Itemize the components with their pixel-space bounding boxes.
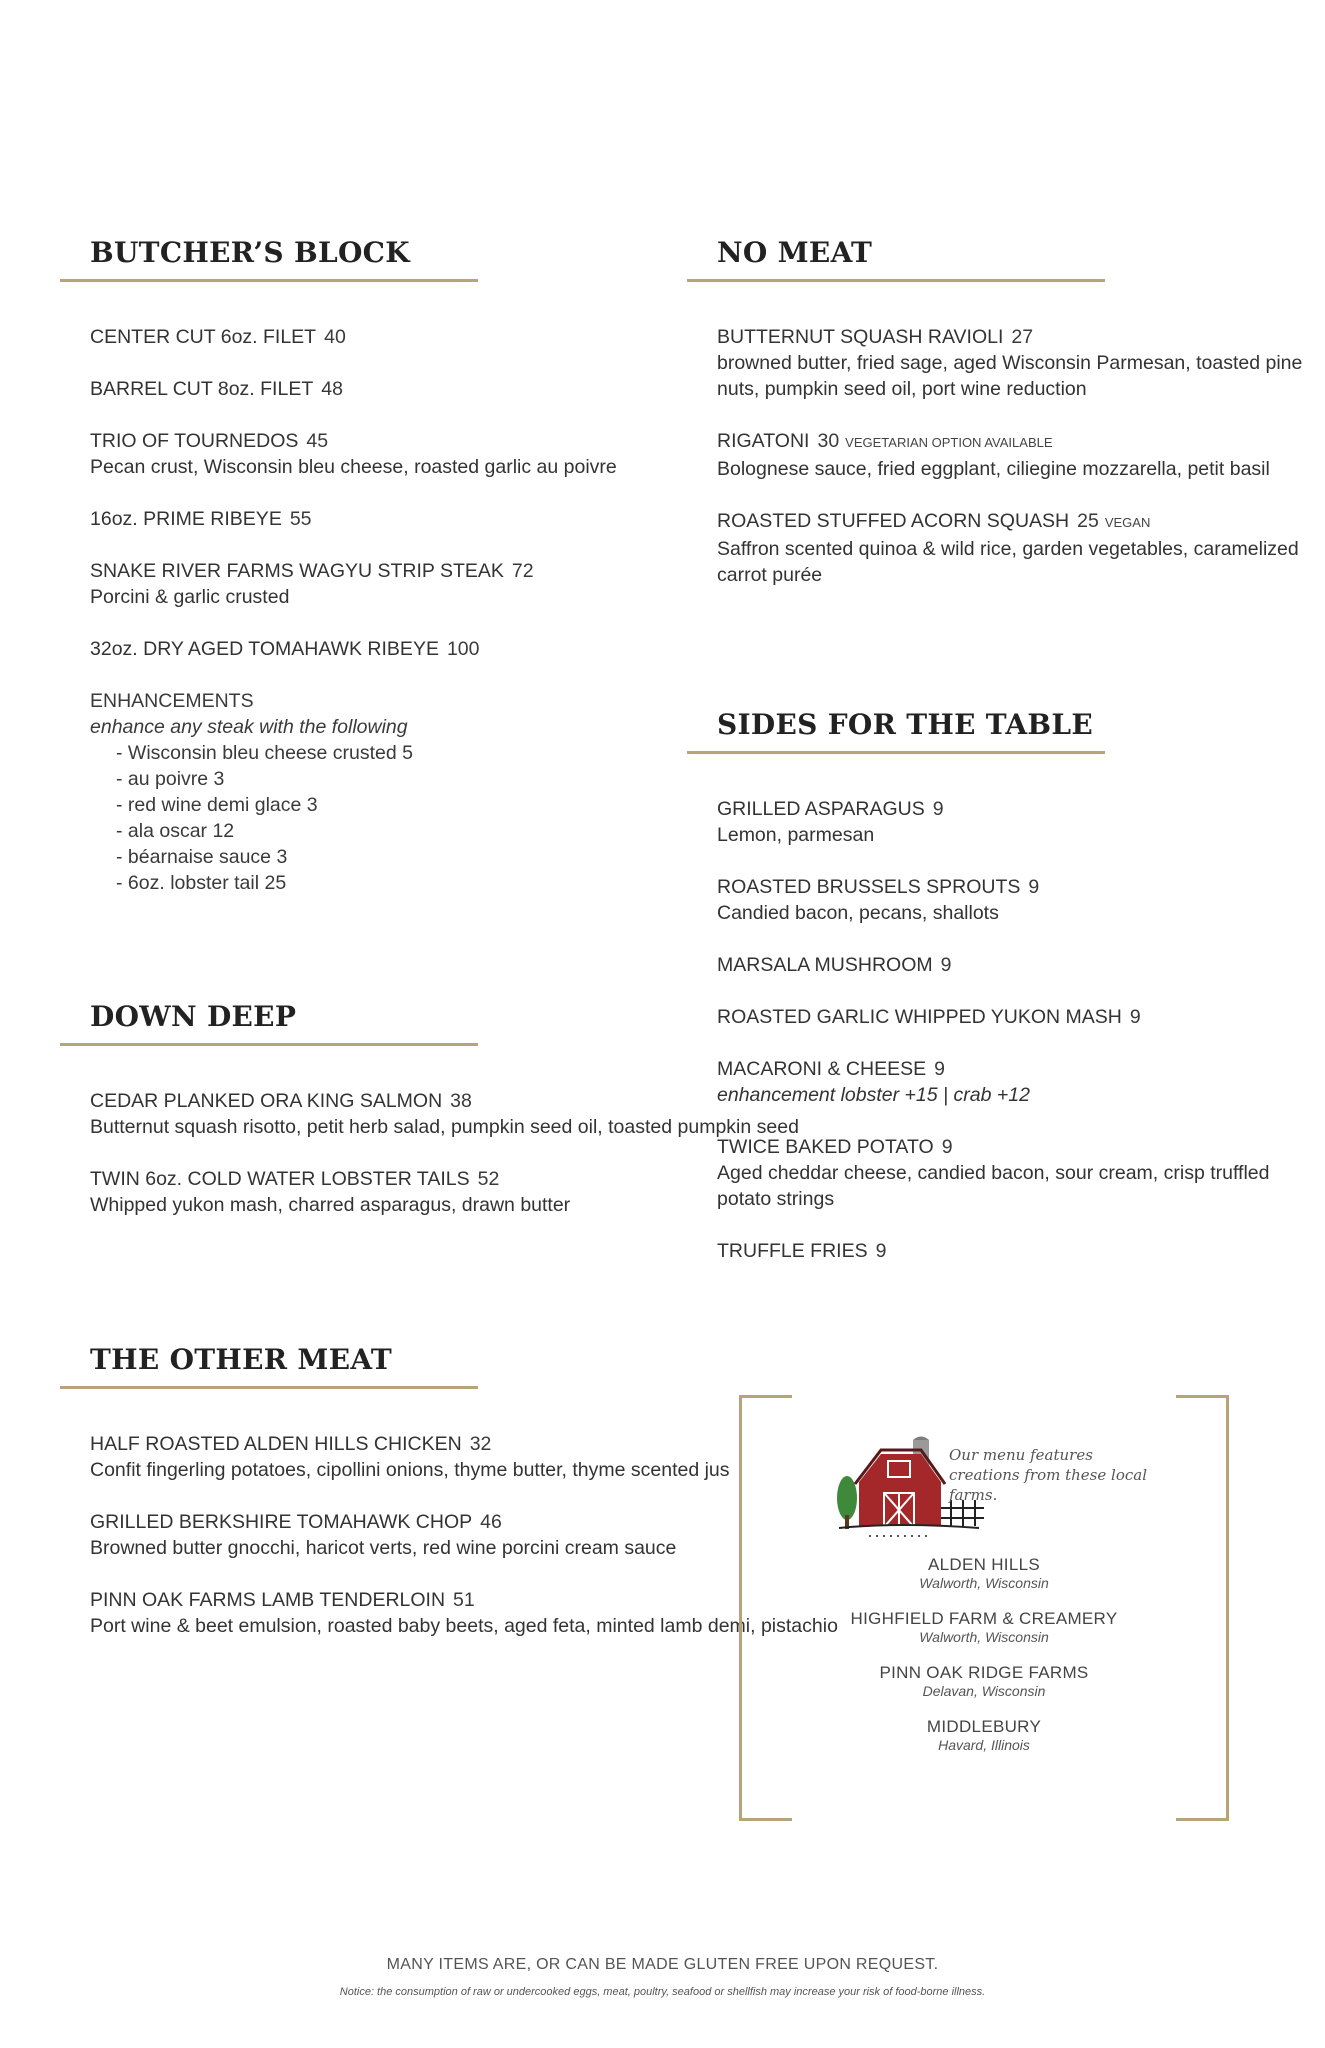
menu-item-name: GRILLED BERKSHIRE TOMAHAWK CHOP [90,1511,473,1533]
other-meat-section [60,1343,838,1665]
menu-item-line [717,508,1325,536]
menu-item-description: Whipped yukon mash, charred asparagus, drawn butter [90,1194,571,1216]
menu-item-description: Port wine & beet emulsion, roasted baby beets, aged feta, minted lamb demi, pistachio [90,1615,838,1637]
menu-item-line [90,558,617,584]
enhancements [60,688,617,896]
farm-list [739,1555,1229,1771]
menu-item [717,1004,1325,1030]
menu-item-line [90,376,617,402]
menu-item-line [717,324,1325,350]
menu-item-price: 48 [321,378,343,400]
menu-item-name: 16oz. PRIME RIBEYE [90,508,282,530]
menu-item-price: 72 [511,560,534,582]
menu-item [90,324,617,350]
menu-item-line [717,1238,1325,1264]
section-title: THE OTHER MEAT [90,1343,392,1376]
enhancement-item: - ala oscar 12 [116,818,617,844]
farm-entry [739,1555,1229,1591]
no-meat-section [687,236,1325,614]
menu-items [60,324,617,662]
enhancements-title: ENHANCEMENTS [90,690,254,712]
menu-item-price: 30 [817,430,840,452]
menu-item-name: BUTTERNUT SQUASH RAVIOLI [717,326,1004,348]
menu-items [60,1431,838,1639]
menu-item-description: Pecan crust, Wisconsin bleu cheese, roasted garlic au poivre [90,456,617,478]
menu-item-line [90,636,617,662]
farm-location: Walworth, Wisconsin [919,1575,1049,1591]
menu-item [717,874,1325,926]
menu-item [90,1587,838,1639]
menu-item-name: MACARONI & CHEESE [717,1058,927,1080]
enhancement-item: - Wisconsin bleu cheese crusted 5 [116,740,617,766]
section-divider [687,279,1105,282]
menu-item-price: 38 [450,1090,472,1112]
farm-name: PINN OAK RIDGE FARMS [879,1663,1089,1682]
menu-item-line [717,952,1325,978]
menu-item [90,1431,838,1483]
menu-item-name: TWICE BAKED POTATO [717,1136,934,1158]
enhancement-item: - red wine demi glace 3 [116,792,617,818]
menu-item [717,428,1325,482]
butchers-block-section [60,236,617,896]
menu-items [687,324,1325,588]
menu-item-name: TRUFFLE FRIES [717,1240,868,1262]
farm-name: HIGHFIELD FARM & CREAMERY [850,1609,1118,1628]
menu-item-name: HALF ROASTED ALDEN HILLS CHICKEN [90,1433,462,1455]
section-divider [60,279,478,282]
menu-item-line [717,428,1325,456]
enhancement-item: - au poivre 3 [116,766,617,792]
menu-item-name: SNAKE RIVER FARMS WAGYU STRIP STEAK [90,560,504,582]
menu-item [90,376,617,402]
farm-location: Walworth, Wisconsin [919,1629,1049,1645]
menu-item-price: 45 [306,430,329,452]
section-divider [687,751,1105,754]
menu-item-description: Candied bacon, pecans, shallots [717,902,999,924]
farm-location: Delavan, Wisconsin [922,1683,1046,1699]
menu-item-price: 9 [940,954,952,976]
menu-item-price: 25 [1077,510,1099,532]
menu-item-tag: VEGAN [1104,515,1151,530]
sides-section [687,708,1325,1290]
menu-item-line [717,796,1325,822]
enhancements-subtitle: enhance any steak with the following [90,716,408,738]
menu-item-description: Confit fingerling potatoes, cipollini onions, thyme butter, thyme scented jus [90,1459,730,1481]
menu-item-line [90,506,617,532]
menu-item [717,508,1325,588]
menu-items [687,796,1325,1264]
menu-item-price: 52 [477,1168,500,1190]
menu-item-description: browned butter, fried sage, aged Wisconsin Parmesan, toasted pine nuts, pumpkin seed oil, port wine reduction [717,352,1303,400]
menu-item-name: ROASTED GARLIC WHIPPED YUKON MASH [717,1006,1122,1028]
menu-item-price: 55 [289,508,312,530]
menu-item-price: 27 [1011,326,1034,348]
gluten-free-note: MANY ITEMS ARE, OR CAN BE MADE GLUTEN FREE UPON REQUEST. [386,1956,939,1973]
menu-item-name: BARREL CUT 8oz. FILET [90,378,314,400]
menu-item [90,428,617,480]
farm-entry [739,1717,1229,1753]
farm-name: ALDEN HILLS [928,1555,1040,1574]
farm-entry [739,1663,1229,1699]
menu-item [90,636,617,662]
food-safety-notice: Notice: the consumption of raw or undercooked eggs, meat, poultry, seafood or shellfish may increase your risk of food-borne illness. [339,1986,986,1998]
menu-item-name: TRIO OF TOURNEDOS [90,430,299,452]
section-title: NO MEAT [717,236,873,269]
menu-item [717,324,1325,402]
menu-item-line [90,1431,838,1457]
menu-item-description: Butternut squash risotto, petit herb salad, pumpkin seed oil, toasted pumpkin seed [90,1116,799,1138]
menu-item-description: Porcini & garlic crusted [90,586,290,608]
menu-item [717,1134,1325,1212]
menu-item-name: GRILLED ASPARAGUS [717,798,925,820]
menu-item-price: 51 [453,1589,475,1611]
menu-item-line [717,1134,1325,1160]
menu-item-name: CEDAR PLANKED ORA KING SALMON [90,1090,443,1112]
menu-item-line [90,428,617,454]
menu-item-description: Aged cheddar cheese, candied bacon, sour cream, crisp truffled potato strings [717,1162,1270,1210]
menu-item-price: 100 [446,638,480,660]
menu-item [717,1238,1325,1264]
section-divider [60,1386,478,1389]
menu-item-name: MARSALA MUSHROOM [717,954,933,976]
menu-item-description: Lemon, parmesan [717,824,875,846]
menu-item [717,952,1325,978]
menu-item-description: Browned butter gnocchi, haricot verts, red wine porcini cream sauce [90,1537,677,1559]
menu-item-name: TWIN 6oz. COLD WATER LOBSTER TAILS [90,1168,470,1190]
menu-item [90,558,617,610]
menu-item-description: Bolognese sauce, fried eggplant, ciliegine mozzarella, petit basil [717,458,1270,480]
section-divider [60,1043,478,1046]
menu-item-price: 46 [480,1511,502,1533]
menu-item-line [717,1004,1325,1030]
menu-item [90,1509,838,1561]
farm-location: Havard, Illinois [938,1737,1030,1753]
enhancement-item: - 6oz. lobster tail 25 [116,870,617,896]
menu-item-line [717,1056,1325,1082]
farm-name: MIDDLEBURY [926,1717,1042,1736]
menu-item-tag: VEGETARIAN OPTION AVAILABLE [845,435,1053,450]
menu-item-name: CENTER CUT 6oz. FILET [90,326,317,348]
menu-item-line [90,324,617,350]
local-farms-box [739,1395,1229,1815]
menu-item [90,506,617,532]
menu-item-price: 9 [932,798,944,820]
menu-item-description: Saffron scented quinoa & wild rice, garden vegetables, caramelized carrot purée [717,538,1299,586]
menu-item-name: ROASTED BRUSSELS SPROUTS [717,876,1021,898]
menu-item [717,1056,1325,1108]
farms-intro: Our menu features creations from these local farms. [949,1446,1147,1504]
enhancement-item: - béarnaise sauce 3 [116,844,617,870]
menu-item-price: 9 [1028,876,1040,898]
menu-item-line [717,874,1325,900]
menu-item [717,796,1325,848]
menu-item-price: 9 [941,1136,953,1158]
menu-item-price: 32 [469,1433,492,1455]
menu-item-line [90,1587,838,1613]
menu-item-name: 32oz. DRY AGED TOMAHAWK RIBEYE [90,638,439,660]
enhancements-list [90,740,617,896]
menu-item-price: 40 [324,326,346,348]
menu-item-name: PINN OAK FARMS LAMB TENDERLOIN [90,1589,446,1611]
menu-item-note: enhancement lobster +15 | crab +12 [717,1084,1030,1106]
farm-entry [739,1609,1229,1645]
menu-item-price: 9 [1129,1006,1141,1028]
menu-item-price: 9 [934,1058,945,1080]
section-title: BUTCHER’S BLOCK [90,236,410,269]
menu-item-name: ROASTED STUFFED ACORN SQUASH [717,510,1070,532]
menu-item-name: RIGATONI [717,430,810,452]
section-title: SIDES FOR THE TABLE [717,708,1094,741]
section-title: DOWN DEEP [90,1000,297,1033]
menu-item-line [90,1509,838,1535]
menu-item-price: 9 [875,1240,887,1262]
